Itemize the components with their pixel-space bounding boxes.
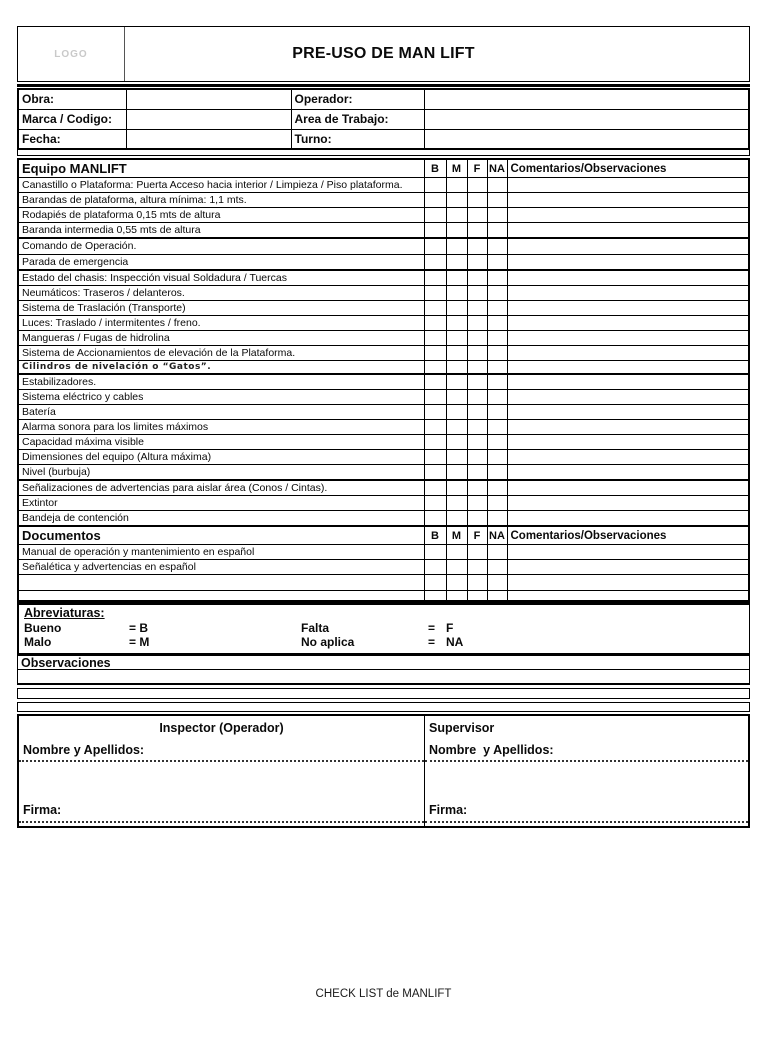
observations-line-field[interactable] <box>17 688 750 699</box>
item-label: Barandas de plataforma, altura mínima: 1,1 mts. <box>18 193 424 208</box>
turno-value-field[interactable] <box>424 129 749 149</box>
section-title: Equipo MANLIFT <box>18 159 424 178</box>
logo-box <box>18 27 125 81</box>
form-page <box>17 26 750 1000</box>
check-cell-na[interactable] <box>487 270 507 286</box>
abbreviations-title: Abreviaturas: <box>24 605 105 620</box>
check-cell-b[interactable] <box>424 480 446 496</box>
observations-title: Observaciones <box>17 654 750 670</box>
checklist-item-row <box>18 361 749 375</box>
item-label: Baranda intermedia 0,55 mts de altura <box>18 223 424 239</box>
info-row <box>18 129 749 149</box>
marca-codigo-value-field[interactable] <box>126 109 291 129</box>
check-cell-na[interactable] <box>487 511 507 527</box>
check-cell-f[interactable] <box>467 178 487 193</box>
checklist-item-row <box>18 238 749 254</box>
header-divider <box>17 84 750 87</box>
operador-value-field[interactable] <box>424 89 749 109</box>
abbr-term: Falta <box>301 620 330 635</box>
check-cell-na[interactable] <box>487 390 507 405</box>
checklist-item-row <box>18 374 749 390</box>
item-label: Sistema de Accionamientos de elevación de la Plataforma. <box>18 346 424 361</box>
check-cell-m[interactable] <box>446 511 467 527</box>
check-cell-na[interactable] <box>487 374 507 390</box>
check-cell-f[interactable] <box>467 374 487 390</box>
item-label: Señalética y advertencias en español <box>18 560 424 575</box>
footer-title: CHECK LIST de MANLIFT <box>315 987 452 1000</box>
check-cell-na[interactable] <box>487 331 507 346</box>
check-cell-na[interactable] <box>487 575 507 591</box>
check-cell-na[interactable] <box>487 480 507 496</box>
check-cell-f[interactable] <box>467 208 487 223</box>
check-cell-f[interactable] <box>467 361 487 375</box>
check-cell-b[interactable] <box>424 270 446 286</box>
check-cell-f[interactable] <box>467 238 487 254</box>
checklist-item-row <box>18 465 749 481</box>
spacer-strip <box>17 150 750 156</box>
info-row <box>18 109 749 129</box>
check-cell-m[interactable] <box>446 178 467 193</box>
check-cell-na[interactable] <box>487 316 507 331</box>
spacer <box>425 762 748 803</box>
checklist-item-row <box>18 496 749 511</box>
item-label: Dimensiones del equipo (Altura máxima) <box>18 450 424 465</box>
item-label: Estabilizadores. <box>18 374 424 390</box>
checklist-item-row <box>18 178 749 193</box>
check-cell-na[interactable] <box>487 405 507 420</box>
comment-cell[interactable] <box>507 223 749 239</box>
observations-line-field[interactable] <box>17 670 750 685</box>
fecha-value-field[interactable] <box>126 129 291 149</box>
check-cell-b[interactable] <box>424 316 446 331</box>
inspector-title: Inspector (Operador) <box>159 720 284 735</box>
item-label: Canastillo o Plataforma: Puerta Acceso hacia interior / Limpieza / Piso plataforma. <box>18 178 424 193</box>
check-cell-f[interactable] <box>467 346 487 361</box>
comment-cell[interactable] <box>507 238 749 254</box>
abbr-term: Bueno <box>24 620 62 635</box>
check-cell-f[interactable] <box>467 405 487 420</box>
check-cell-f[interactable] <box>467 316 487 331</box>
check-cell-f[interactable] <box>467 480 487 496</box>
col-header-f: F <box>467 159 487 178</box>
comment-cell[interactable] <box>507 496 749 511</box>
item-label: Capacidad máxima visible <box>18 435 424 450</box>
check-cell-b[interactable] <box>424 361 446 375</box>
check-cell-b[interactable] <box>424 575 446 591</box>
comment-cell[interactable] <box>507 591 749 601</box>
item-label: Rodapiés de plataforma 0,15 mts de altura <box>18 208 424 223</box>
check-cell-na[interactable] <box>487 178 507 193</box>
check-cell-b[interactable] <box>424 405 446 420</box>
supervisor-firma-label: Firma: <box>429 802 468 817</box>
check-cell-na[interactable] <box>487 496 507 511</box>
check-cell-m[interactable] <box>446 193 467 208</box>
col-header-na: NA <box>487 159 507 178</box>
item-label: Sistema de Traslación (Transporte) <box>18 301 424 316</box>
supervisor-name-label: Nombre y Apellidos: <box>429 742 554 757</box>
comment-cell[interactable] <box>507 286 749 301</box>
item-label: Sistema eléctrico y cables <box>18 390 424 405</box>
col-header-comments: Comentarios/Observaciones <box>507 526 749 545</box>
spacer <box>19 762 424 803</box>
check-cell-b[interactable] <box>424 591 446 601</box>
abbreviation-row <box>24 635 749 650</box>
item-label: Neumáticos: Traseros / delanteros. <box>18 286 424 301</box>
obra-value-field[interactable] <box>126 89 291 109</box>
marca-codigo-label: Marca / Codigo: <box>18 109 126 129</box>
check-cell-b[interactable] <box>424 208 446 223</box>
comment-cell[interactable] <box>507 361 749 375</box>
checklist-item-row <box>18 545 749 560</box>
check-cell-b[interactable] <box>424 420 446 435</box>
abbr-equals: = <box>428 620 436 635</box>
inspector-name-label: Nombre y Apellidos: <box>23 742 145 757</box>
section-header-row <box>18 526 749 545</box>
comment-cell[interactable] <box>507 193 749 208</box>
supervisor-signature-field[interactable] <box>425 821 748 823</box>
check-cell-f[interactable] <box>467 390 487 405</box>
check-cell-m[interactable] <box>446 270 467 286</box>
check-cell-m[interactable] <box>446 496 467 511</box>
check-cell-na[interactable] <box>487 465 507 481</box>
comment-cell[interactable] <box>507 270 749 286</box>
inspector-firma-label: Firma: <box>23 802 62 817</box>
abbr-code: NA <box>446 635 464 649</box>
col-header-na: NA <box>487 526 507 545</box>
check-cell-f[interactable] <box>467 465 487 481</box>
comment-cell[interactable] <box>507 420 749 435</box>
check-cell-b[interactable] <box>424 238 446 254</box>
check-cell-m[interactable] <box>446 450 467 465</box>
check-cell-f[interactable] <box>467 420 487 435</box>
checklist-item-row <box>18 286 749 301</box>
checklist-item-row <box>18 435 749 450</box>
check-cell-m[interactable] <box>446 361 467 375</box>
check-cell-m[interactable] <box>446 560 467 575</box>
logo-placeholder-text: LOGO <box>54 48 88 60</box>
item-label: Cilindros de nivelación o “Gatos”. <box>18 361 424 375</box>
comment-cell[interactable] <box>507 178 749 193</box>
turno-label: Turno: <box>291 129 424 149</box>
col-header-comments: Comentarios/Observaciones <box>507 159 749 178</box>
abbr-term: Malo <box>24 635 52 649</box>
area-trabajo-label: Area de Trabajo: <box>291 109 424 129</box>
checklist-item-row <box>18 193 749 208</box>
item-label: Luces: Traslado / intermitentes / freno. <box>18 316 424 331</box>
comment-cell[interactable] <box>507 511 749 527</box>
check-cell-b[interactable] <box>424 301 446 316</box>
check-cell-m[interactable] <box>446 316 467 331</box>
checklist-item-row <box>18 591 749 601</box>
check-cell-f[interactable] <box>467 301 487 316</box>
fecha-label: Fecha: <box>18 129 126 149</box>
form-title: PRE-USO DE MAN LIFT <box>292 45 475 62</box>
col-header-m: M <box>446 159 467 178</box>
col-header-f: F <box>467 526 487 545</box>
abbr-code: = B <box>129 620 149 635</box>
form-header <box>17 26 750 82</box>
col-header-b: B <box>424 526 446 545</box>
comment-cell[interactable] <box>507 301 749 316</box>
comment-cell[interactable] <box>507 545 749 560</box>
abbr-equals: = <box>428 635 436 649</box>
item-label: Bandeja de contención <box>18 511 424 527</box>
checklist-item-row <box>18 405 749 420</box>
check-cell-b[interactable] <box>424 450 446 465</box>
item-label: Batería <box>18 405 424 420</box>
check-cell-f[interactable] <box>467 560 487 575</box>
check-cell-b[interactable] <box>424 435 446 450</box>
inspector-signature-field[interactable] <box>19 821 424 823</box>
check-cell-f[interactable] <box>467 270 487 286</box>
comment-cell[interactable] <box>507 346 749 361</box>
item-label: Alarma sonora para los limites máximos <box>18 420 424 435</box>
checklist-item-row <box>18 420 749 435</box>
item-label: Comando de Operación. <box>18 238 424 254</box>
checklist-item-row <box>18 316 749 331</box>
inspector-signature-cell <box>19 716 425 826</box>
checklist-item-row <box>18 208 749 223</box>
abbr-code: = M <box>129 635 150 649</box>
abbreviation-row <box>24 621 749 636</box>
checklist-item-row <box>18 575 749 591</box>
checklist-item-row <box>18 301 749 316</box>
check-cell-b[interactable] <box>424 254 446 270</box>
check-cell-m[interactable] <box>446 591 467 601</box>
observations-line-field[interactable] <box>17 702 750 712</box>
check-cell-m[interactable] <box>446 545 467 560</box>
check-cell-f[interactable] <box>467 435 487 450</box>
check-cell-f[interactable] <box>467 286 487 301</box>
check-cell-b[interactable] <box>424 286 446 301</box>
section-header-row <box>18 159 749 178</box>
abbreviations-box <box>17 602 750 654</box>
supervisor-title: Supervisor <box>429 720 495 735</box>
check-cell-m[interactable] <box>446 254 467 270</box>
check-cell-f[interactable] <box>467 545 487 560</box>
check-cell-b[interactable] <box>424 331 446 346</box>
comment-cell[interactable] <box>507 208 749 223</box>
checklist-item-row <box>18 390 749 405</box>
check-cell-m[interactable] <box>446 374 467 390</box>
check-cell-b[interactable] <box>424 374 446 390</box>
checklist-item-row <box>18 560 749 575</box>
checklist-item-row <box>18 270 749 286</box>
comment-cell[interactable] <box>507 254 749 270</box>
item-label <box>18 591 424 601</box>
checklist-item-row <box>18 450 749 465</box>
info-row <box>18 89 749 109</box>
comment-cell[interactable] <box>507 316 749 331</box>
check-cell-f[interactable] <box>467 575 487 591</box>
check-cell-na[interactable] <box>487 193 507 208</box>
check-cell-na[interactable] <box>487 301 507 316</box>
check-cell-b[interactable] <box>424 346 446 361</box>
check-cell-m[interactable] <box>446 405 467 420</box>
comment-cell[interactable] <box>507 405 749 420</box>
signatures-block <box>17 714 750 828</box>
check-cell-f[interactable] <box>467 254 487 270</box>
check-cell-na[interactable] <box>487 560 507 575</box>
comment-cell[interactable] <box>507 465 749 481</box>
comment-cell[interactable] <box>507 575 749 591</box>
checklist-item-row <box>18 480 749 496</box>
area-trabajo-value-field[interactable] <box>424 109 749 129</box>
item-label: Parada de emergencia <box>18 254 424 270</box>
check-cell-m[interactable] <box>446 223 467 239</box>
comment-cell[interactable] <box>507 560 749 575</box>
comment-cell[interactable] <box>507 390 749 405</box>
info-table <box>17 88 750 150</box>
check-cell-f[interactable] <box>467 591 487 601</box>
item-label: Mangueras / Fugas de hidrolina <box>18 331 424 346</box>
check-cell-m[interactable] <box>446 208 467 223</box>
check-cell-m[interactable] <box>446 465 467 481</box>
check-cell-na[interactable] <box>487 450 507 465</box>
check-cell-m[interactable] <box>446 301 467 316</box>
checklist-item-row <box>18 254 749 270</box>
check-cell-f[interactable] <box>467 496 487 511</box>
comment-cell[interactable] <box>507 435 749 450</box>
check-cell-na[interactable] <box>487 254 507 270</box>
checklist-item-row <box>18 511 749 527</box>
check-cell-f[interactable] <box>467 450 487 465</box>
obra-label: Obra: <box>18 89 126 109</box>
item-label: Señalizaciones de advertencias para aislar área (Conos / Cintas). <box>18 480 424 496</box>
check-cell-m[interactable] <box>446 286 467 301</box>
operador-label: Operador: <box>291 89 424 109</box>
comment-cell[interactable] <box>507 331 749 346</box>
check-cell-b[interactable] <box>424 511 446 527</box>
item-label: Extintor <box>18 496 424 511</box>
item-label <box>18 575 424 591</box>
check-cell-na[interactable] <box>487 591 507 601</box>
check-cell-b[interactable] <box>424 390 446 405</box>
checklist-item-row <box>18 331 749 346</box>
check-cell-b[interactable] <box>424 178 446 193</box>
item-label: Nivel (burbuja) <box>18 465 424 481</box>
check-cell-b[interactable] <box>424 193 446 208</box>
check-cell-na[interactable] <box>487 286 507 301</box>
check-cell-m[interactable] <box>446 346 467 361</box>
item-label: Estado del chasis: Inspección visual Soldadura / Tuercas <box>18 270 424 286</box>
check-cell-f[interactable] <box>467 331 487 346</box>
check-cell-b[interactable] <box>424 223 446 239</box>
check-cell-f[interactable] <box>467 193 487 208</box>
check-cell-na[interactable] <box>487 223 507 239</box>
check-cell-m[interactable] <box>446 420 467 435</box>
check-cell-f[interactable] <box>467 511 487 527</box>
item-label: Manual de operación y mantenimiento en español <box>18 545 424 560</box>
check-cell-b[interactable] <box>424 560 446 575</box>
check-cell-m[interactable] <box>446 575 467 591</box>
check-cell-na[interactable] <box>487 435 507 450</box>
col-header-b: B <box>424 159 446 178</box>
comment-cell[interactable] <box>507 480 749 496</box>
check-cell-m[interactable] <box>446 390 467 405</box>
check-cell-b[interactable] <box>424 465 446 481</box>
check-cell-na[interactable] <box>487 420 507 435</box>
supervisor-signature-cell <box>425 716 748 826</box>
check-cell-m[interactable] <box>446 331 467 346</box>
check-cell-na[interactable] <box>487 545 507 560</box>
checklist-table <box>17 158 750 602</box>
check-cell-na[interactable] <box>487 208 507 223</box>
check-cell-m[interactable] <box>446 480 467 496</box>
check-cell-m[interactable] <box>446 435 467 450</box>
col-header-m: M <box>446 526 467 545</box>
check-cell-na[interactable] <box>487 361 507 375</box>
comment-cell[interactable] <box>507 374 749 390</box>
checklist-item-row <box>18 223 749 239</box>
check-cell-na[interactable] <box>487 346 507 361</box>
abbr-code: F <box>446 620 454 635</box>
check-cell-m[interactable] <box>446 238 467 254</box>
check-cell-b[interactable] <box>424 545 446 560</box>
comment-cell[interactable] <box>507 450 749 465</box>
check-cell-f[interactable] <box>467 223 487 239</box>
check-cell-b[interactable] <box>424 496 446 511</box>
section-title: Documentos <box>18 526 424 545</box>
checklist-item-row <box>18 346 749 361</box>
abbr-term: No aplica <box>301 635 355 649</box>
check-cell-na[interactable] <box>487 238 507 254</box>
